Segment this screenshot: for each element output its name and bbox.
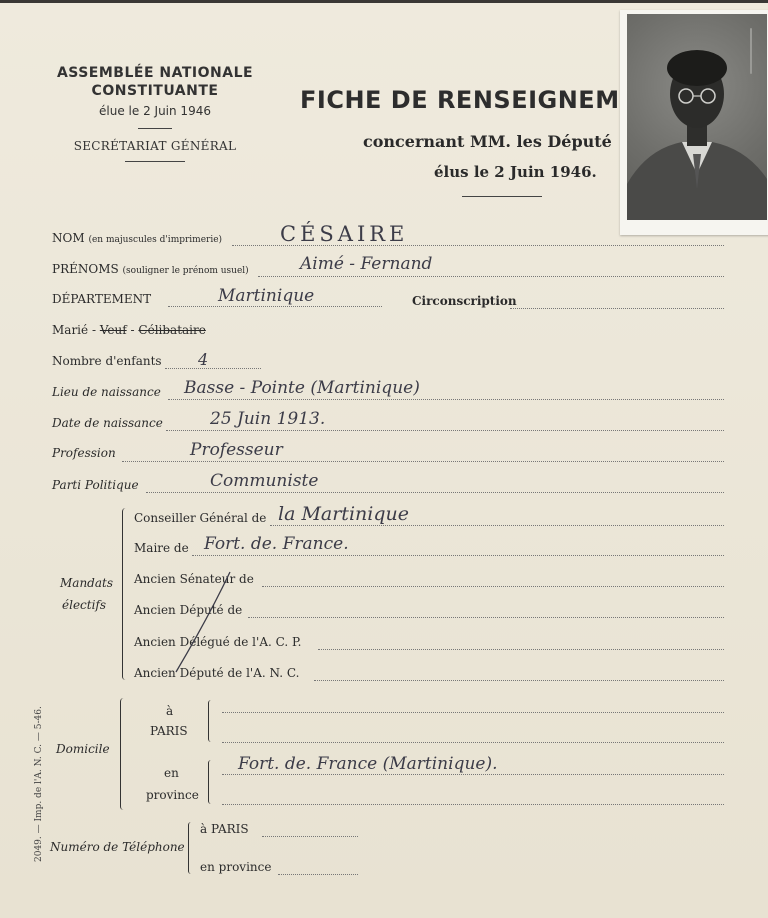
lieu-value: Basse - Pointe (Martinique) — [184, 378, 420, 398]
assembly-elected-date: élue le 2 Juin 1946 — [99, 104, 211, 118]
assembly-header — [40, 64, 270, 162]
depute-anc-label: Ancien Député de l'A. N. C. — [134, 666, 300, 680]
lieu-line — [168, 399, 724, 400]
domicile-province-line-2 — [222, 804, 724, 805]
circonscription-label: Circonscription — [412, 294, 517, 308]
profession-line — [122, 461, 724, 462]
maire-label: Maire de — [134, 541, 189, 555]
mandats-brace — [122, 508, 129, 680]
conseiller-line — [270, 525, 724, 526]
mandats-group-label-2: électifs — [62, 598, 107, 612]
nom-label-row — [52, 231, 222, 245]
domicile-paris-line-1 — [222, 712, 724, 713]
title-divider — [462, 196, 542, 197]
senateur-line — [262, 586, 724, 587]
date-label: Date de naissance — [52, 416, 163, 430]
prenoms-value: Aimé - Fernand — [300, 254, 433, 274]
nom-label: NOM — [52, 231, 85, 245]
domicile-brace — [120, 698, 127, 810]
portrait-image — [627, 14, 767, 220]
enfants-line — [165, 368, 261, 369]
delegue-label: Ancien Délégué de l'A. C. P. — [134, 635, 302, 649]
delegue-line — [318, 649, 724, 650]
departement-label: DÉPARTEMENT — [52, 292, 152, 306]
senateur-label: Ancien Sénateur de — [134, 572, 254, 586]
parti-value: Communiste — [210, 471, 319, 491]
telephone-brace — [188, 822, 194, 874]
maire-value: Fort. de. France. — [204, 534, 349, 554]
domicile-paris-line-2 — [222, 742, 724, 743]
form-subtitle-date: élus le 2 Juin 1946. — [434, 163, 597, 181]
assembly-name-line1: ASSEMBLÉE NATIONALE — [56, 65, 254, 81]
depute-line — [248, 617, 724, 618]
departement-value: Martinique — [218, 286, 315, 306]
paper-clip — [750, 28, 752, 74]
secretariat-label: SECRÉTARIAT GÉNÉRAL — [73, 139, 237, 153]
profession-value: Professeur — [190, 440, 283, 460]
date-value: 25 Juin 1913. — [210, 409, 326, 429]
domicile-province-value: Fort. de. France (Martinique). — [238, 754, 498, 774]
conseiller-value: la Martinique — [278, 503, 409, 525]
portrait-figure — [627, 14, 767, 220]
domicile-paris: PARIS — [150, 724, 188, 738]
marital-status-row — [52, 323, 206, 337]
nom-value: CÉSAIRE — [280, 222, 409, 246]
header-divider — [138, 128, 172, 129]
telephone-paris: à PARIS — [200, 822, 249, 836]
telephone-province: en province — [200, 860, 272, 874]
profession-label: Profession — [52, 446, 116, 460]
form-subtitle: concernant MM. les Député — [363, 132, 612, 151]
prenoms-label: PRÉNOMS — [52, 262, 119, 276]
domicile-province: province — [146, 788, 199, 802]
conseiller-label: Conseiller Général de — [134, 511, 267, 525]
departement-line — [168, 306, 382, 307]
celibataire-label: Célibataire — [138, 323, 206, 337]
domicile-a: à — [166, 704, 174, 718]
marie-dash-2: - — [130, 323, 135, 337]
assembly-name-line2: CONSTITUANTE — [91, 83, 219, 99]
maire-line — [192, 555, 724, 556]
portrait-photo — [620, 10, 768, 235]
telephone-paris-line — [262, 836, 358, 837]
prenoms-hint: (souligner le prénom usuel) — [122, 266, 249, 276]
parti-line — [146, 492, 724, 493]
enfants-value: 4 — [198, 350, 209, 369]
veuf-label: Veuf — [99, 323, 127, 337]
telephone-province-line — [278, 874, 358, 875]
prenoms-line — [258, 276, 724, 277]
printer-imprint: 2049. — Imp. de l'A. N. C. — 5-46. — [34, 706, 44, 862]
depute-label: Ancien Député de — [134, 603, 243, 617]
circonscription-line — [510, 308, 724, 309]
domicile-label: Domicile — [56, 742, 110, 756]
form-title: FICHE DE RENSEIGNEM — [300, 86, 620, 114]
parti-label: Parti Politique — [52, 478, 139, 492]
domicile-en: en — [164, 766, 179, 780]
telephone-label: Numéro de Téléphone — [50, 840, 185, 854]
domicile-paris-brace — [208, 700, 214, 742]
marie-dash-1: - — [91, 323, 97, 337]
domicile-province-brace — [208, 760, 214, 804]
strike-through-stroke — [168, 568, 238, 678]
mandats-group-label-1: Mandats — [60, 576, 113, 590]
secretariat-divider — [125, 161, 185, 162]
enfants-label: Nombre d'enfants — [52, 354, 162, 368]
prenoms-label-row — [52, 262, 249, 276]
nom-hint: (en majuscules d'imprimerie) — [88, 235, 223, 245]
marie-label: Marié — [52, 323, 89, 337]
date-line — [166, 430, 724, 431]
top-edge — [0, 0, 768, 3]
lieu-label: Lieu de naissance — [52, 385, 161, 399]
domicile-province-line-1 — [222, 774, 724, 775]
depute-anc-line — [314, 680, 724, 681]
